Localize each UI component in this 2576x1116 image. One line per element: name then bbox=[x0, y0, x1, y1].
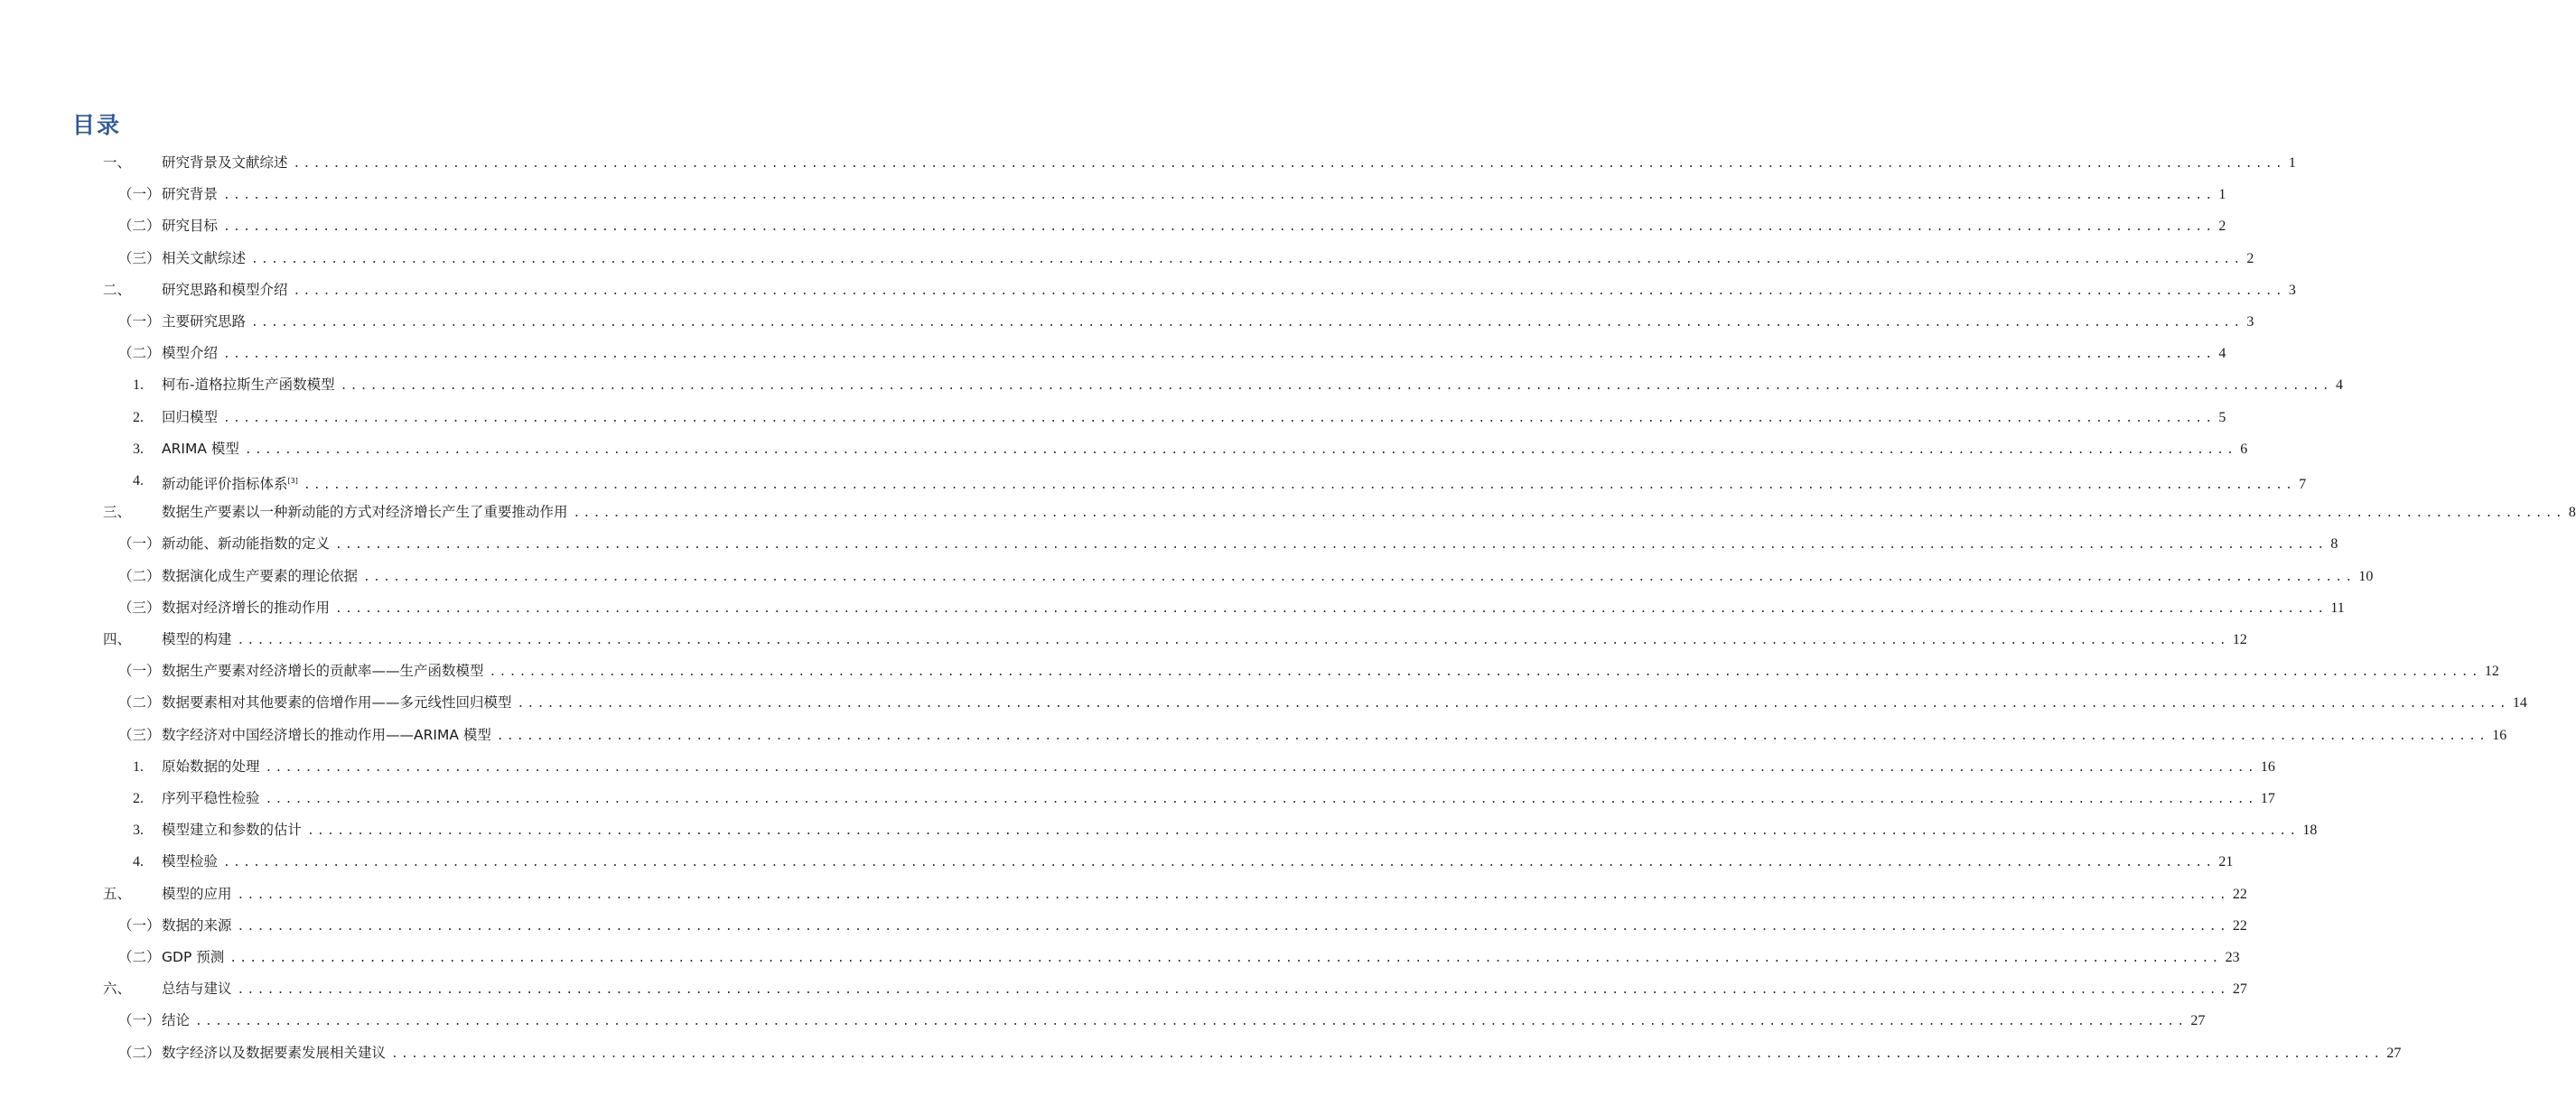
toc-entry-number: （三） bbox=[118, 599, 161, 616]
dot-leader: ........................................................................................................................................................................................................ bbox=[293, 157, 2285, 171]
toc-entry-title-text: 模型的应用 bbox=[162, 885, 232, 902]
toc-entry-number: （一） bbox=[118, 663, 161, 680]
toc-entry-title-text: 主要研究思路 bbox=[162, 313, 247, 330]
toc-entry-title-text: 模型介绍 bbox=[162, 345, 219, 362]
toc-entry-number: 三、 bbox=[103, 504, 132, 521]
toc-entry-title bbox=[162, 592, 330, 624]
toc-entry-title-text: 数据对经济增长的推动作用 bbox=[162, 599, 331, 616]
toc-entry-number: 六、 bbox=[103, 981, 132, 998]
toc-entry-title-text: 总结与建议 bbox=[162, 981, 232, 998]
dot-leader: ........................................................................................................................................................................................................ bbox=[340, 379, 2332, 394]
dot-leader: ........................................................................................................................................................................................................ bbox=[489, 665, 2481, 680]
toc-entry-title bbox=[162, 942, 224, 973]
dot-leader: ........................................................................................................................................................................................................ bbox=[223, 189, 2216, 203]
dot-leader: ........................................................................................................................................................................................................ bbox=[335, 601, 2328, 616]
dot-leader: ........................................................................................................................................................................................................ bbox=[391, 1046, 2384, 1061]
dot-leader: ........................................................................................................................................................................................................ bbox=[307, 824, 2300, 839]
toc-entry-number: 五、 bbox=[103, 885, 132, 902]
toc-entry-title bbox=[162, 179, 218, 210]
toc-entry-page: 27 bbox=[2386, 1045, 2402, 1061]
toc-entry[interactable] bbox=[0, 687, 2527, 719]
toc-entry[interactable] bbox=[0, 814, 2318, 846]
toc-entry-title bbox=[162, 1037, 386, 1069]
toc-entry-number: （二） bbox=[118, 1044, 161, 1061]
toc-entry-title-text: 数据演化成生产要素的理论依据 bbox=[162, 567, 359, 584]
toc-entry[interactable] bbox=[0, 497, 2576, 528]
dot-leader: ........................................................................................................................................................................................................ bbox=[265, 793, 2257, 806]
toc-entry[interactable] bbox=[0, 561, 2374, 592]
toc-entry[interactable] bbox=[0, 210, 2226, 242]
toc-entry-title-text: 研究背景及文献综述 bbox=[162, 154, 288, 171]
toc-entry-title bbox=[162, 624, 232, 656]
toc-entry-title-text: 数字经济对中国经济增长的推动作用——ARIMA 模型 bbox=[162, 726, 491, 743]
toc-entry[interactable] bbox=[0, 656, 2499, 687]
toc-entry[interactable] bbox=[0, 1005, 2206, 1037]
toc-entry-number: 2. bbox=[133, 791, 144, 806]
toc-entry-title-text: 模型检验 bbox=[162, 853, 219, 870]
toc-entry-page: 23 bbox=[2225, 950, 2240, 965]
toc-entry-title-text: 研究思路和模型介绍 bbox=[162, 281, 288, 298]
toc-entry-title-text: GDP 预测 bbox=[162, 949, 225, 965]
toc-entry-page: 14 bbox=[2512, 695, 2527, 711]
toc-entry[interactable] bbox=[0, 879, 2247, 910]
toc-entry-number: 1. bbox=[133, 758, 144, 775]
toc-entry-title bbox=[162, 1005, 190, 1037]
toc-entry-title-text: 柯布-道格拉斯生产函数模型 bbox=[162, 377, 335, 394]
toc-entry-title bbox=[162, 243, 246, 274]
toc-entry-title bbox=[162, 433, 239, 465]
toc-entry-title bbox=[162, 338, 218, 369]
dot-leader: ........................................................................................................................................................................................................ bbox=[195, 1015, 2188, 1029]
toc-entry[interactable] bbox=[0, 910, 2247, 942]
dot-leader: ........................................................................................................................................................................................................ bbox=[265, 760, 2257, 775]
toc-entry-number: （二） bbox=[118, 218, 161, 235]
toc-entry-number: 一、 bbox=[103, 154, 132, 171]
toc-entry-title-text: 模型的构建 bbox=[162, 631, 232, 647]
page-title: 目录 bbox=[72, 112, 122, 138]
toc-entry-number: 1. bbox=[133, 377, 144, 394]
toc-entry-title bbox=[162, 656, 484, 687]
toc-entry-page: 16 bbox=[2492, 727, 2507, 743]
dot-leader: ........................................................................................................................................................................................................ bbox=[223, 348, 2216, 362]
toc-entry-number: （二） bbox=[118, 949, 161, 965]
toc-entry-title bbox=[162, 973, 232, 1005]
toc-entry-title bbox=[162, 687, 512, 719]
toc-entry[interactable] bbox=[0, 624, 2247, 656]
toc-entry-title-text: 数据生产要素对经济增长的贡献率——生产函数模型 bbox=[162, 663, 484, 680]
toc-entry-title bbox=[162, 402, 218, 433]
toc-entry-page: 1 bbox=[2218, 187, 2226, 203]
dot-leader: ........................................................................................................................................................................................................ bbox=[573, 507, 2565, 521]
toc-entry-title-text: 结论 bbox=[162, 1012, 191, 1029]
toc-entry[interactable] bbox=[0, 720, 2507, 751]
toc-entry[interactable] bbox=[0, 1037, 2402, 1069]
toc-entry-title bbox=[162, 274, 288, 306]
toc-entry-title-text: 研究背景 bbox=[162, 186, 219, 203]
dot-leader: ........................................................................................................................................................................................................ bbox=[496, 729, 2489, 743]
toc-entry-title bbox=[162, 210, 218, 242]
toc-entry-title bbox=[162, 751, 260, 783]
toc-entry[interactable] bbox=[0, 942, 2240, 973]
toc-entry[interactable] bbox=[0, 338, 2226, 369]
toc-entry-page: 4 bbox=[2335, 377, 2343, 394]
toc-entry-page: 8 bbox=[2568, 505, 2576, 521]
toc-entry-number: 4. bbox=[133, 473, 144, 488]
toc-entry-title bbox=[162, 465, 298, 500]
toc-entry-page: 1 bbox=[2288, 155, 2296, 171]
toc-entry[interactable] bbox=[0, 846, 2234, 878]
toc-entry[interactable] bbox=[0, 433, 2248, 465]
toc-entry-title bbox=[162, 497, 568, 528]
dot-leader: ........................................................................................................................................................................................................ bbox=[237, 983, 2229, 998]
toc-entry[interactable] bbox=[0, 402, 2226, 433]
toc-entry-number: （一） bbox=[118, 916, 161, 934]
toc-entry-number: （二） bbox=[118, 345, 161, 362]
toc-entry-title bbox=[162, 814, 302, 846]
toc-entry-page: 18 bbox=[2302, 823, 2318, 839]
toc-entry[interactable] bbox=[0, 783, 2275, 814]
toc-entry-title-text: 数据生产要素以一种新动能的方式对经济增长产生了重要推动作用 bbox=[162, 504, 568, 521]
toc-entry-page: 17 bbox=[2260, 791, 2275, 806]
toc-entry-page: 3 bbox=[2246, 314, 2254, 330]
dot-leader: ........................................................................................................................................................................................................ bbox=[229, 952, 2222, 965]
toc-entry-number: （一） bbox=[118, 1012, 161, 1029]
toc-entry-title bbox=[162, 846, 218, 878]
toc-entry-title bbox=[162, 528, 330, 560]
dot-leader: ........................................................................................................................................................................................................ bbox=[335, 538, 2328, 553]
toc-entry[interactable] bbox=[0, 528, 2338, 560]
toc-entry-title-text: ARIMA 模型 bbox=[162, 440, 239, 457]
toc-entry-page: 12 bbox=[2232, 632, 2247, 647]
toc-entry[interactable] bbox=[0, 465, 2307, 497]
toc-entry-title bbox=[162, 720, 491, 751]
toc-entry[interactable] bbox=[0, 592, 2345, 624]
toc-entry-page: 12 bbox=[2484, 664, 2499, 680]
toc-entry[interactable] bbox=[0, 751, 2275, 783]
toc-entry-page: 27 bbox=[2232, 981, 2247, 998]
toc-entry-title bbox=[162, 306, 246, 338]
toc-entry-title bbox=[162, 879, 232, 910]
toc-entry-number: （一） bbox=[118, 186, 161, 203]
toc-entry[interactable] bbox=[0, 179, 2226, 210]
toc-entry[interactable] bbox=[0, 147, 2296, 179]
toc-entry-title-text: 新动能评价指标体系 bbox=[162, 476, 288, 492]
dot-leader: ........................................................................................................................................................................................................ bbox=[223, 856, 2216, 870]
toc-entry-page: 2 bbox=[2246, 250, 2254, 266]
toc-entry-number: （三） bbox=[118, 249, 161, 266]
dot-leader: ........................................................................................................................................................................................................ bbox=[223, 220, 2216, 235]
toc-entry-number: 二、 bbox=[103, 281, 132, 298]
toc-entry-page: 8 bbox=[2330, 536, 2338, 553]
toc-entry-page: 21 bbox=[2218, 854, 2234, 870]
dot-leader: ........................................................................................................................................................................................................ bbox=[237, 919, 2229, 934]
toc-entry-number: （二） bbox=[118, 694, 161, 711]
toc-entry-title-text: 数字经济以及数据要素发展相关建议 bbox=[162, 1044, 387, 1061]
toc-entry-title-text: 新动能、新动能指数的定义 bbox=[162, 535, 331, 553]
toc-entry-page: 2 bbox=[2218, 219, 2226, 235]
dot-leader: ........................................................................................................................................................................................................ bbox=[223, 411, 2216, 425]
dot-leader: ........................................................................................................................................................................................................ bbox=[244, 442, 2237, 457]
toc-entry-title-text: 回归模型 bbox=[162, 408, 219, 425]
toc-entry[interactable] bbox=[0, 243, 2254, 274]
toc-entry-number: 四、 bbox=[103, 631, 132, 647]
dot-leader: ........................................................................................................................................................................................................ bbox=[303, 479, 2296, 492]
toc-entry-number: （三） bbox=[118, 726, 161, 743]
toc-entry-title-text: 研究目标 bbox=[162, 218, 219, 235]
toc-entry-page: 4 bbox=[2218, 346, 2226, 362]
toc-entry-number: （一） bbox=[118, 535, 161, 553]
toc-entry[interactable] bbox=[0, 369, 2343, 401]
toc-entry-title-text: 序列平稳性检验 bbox=[162, 790, 260, 806]
toc-entry[interactable] bbox=[0, 973, 2247, 1005]
toc-entry[interactable] bbox=[0, 306, 2254, 338]
toc-entry-title-text: 模型建立和参数的估计 bbox=[162, 822, 303, 839]
toc-entry-page: 7 bbox=[2299, 477, 2307, 492]
dot-leader: ........................................................................................................................................................................................................ bbox=[251, 252, 2244, 266]
toc-entry-number: 3. bbox=[133, 441, 144, 457]
toc-entry-title-text: 原始数据的处理 bbox=[162, 758, 260, 775]
toc-entry-page: 22 bbox=[2232, 886, 2247, 902]
toc-entry-title bbox=[162, 147, 288, 179]
toc-entry-title bbox=[162, 783, 260, 814]
dot-leader: ........................................................................................................................................................................................................ bbox=[363, 570, 2356, 584]
toc-entry-title-text: 相关文献综述 bbox=[162, 249, 247, 266]
dot-leader: ........................................................................................................................................................................................................ bbox=[237, 888, 2229, 902]
dot-leader: ........................................................................................................................................................................................................ bbox=[517, 697, 2509, 711]
dot-leader: ........................................................................................................................................................................................................ bbox=[237, 634, 2229, 647]
toc-entry-number: 4. bbox=[133, 854, 144, 870]
toc-entry-title-text: 数据的来源 bbox=[162, 916, 232, 934]
toc-entry-number: （二） bbox=[118, 567, 161, 584]
toc-entry-page: 16 bbox=[2260, 758, 2275, 775]
toc-entry-title bbox=[162, 369, 335, 401]
toc-entry[interactable] bbox=[0, 274, 2296, 306]
toc-entry-page: 22 bbox=[2232, 917, 2247, 934]
dot-leader: ........................................................................................................................................................................................................ bbox=[293, 284, 2285, 298]
toc-entry-title bbox=[162, 910, 232, 942]
toc-entry-page: 27 bbox=[2190, 1013, 2206, 1029]
toc-entry-title bbox=[162, 561, 358, 592]
toc-entry-page: 3 bbox=[2288, 282, 2296, 298]
toc-entry-page: 6 bbox=[2240, 441, 2248, 457]
toc-entry-number: 2. bbox=[133, 409, 144, 425]
toc-entry-page: 10 bbox=[2358, 568, 2374, 584]
toc-entry-number: （一） bbox=[118, 313, 161, 330]
citation-ref: [3] bbox=[287, 477, 298, 485]
toc-entry-page: 11 bbox=[2330, 600, 2345, 616]
dot-leader: ........................................................................................................................................................................................................ bbox=[251, 316, 2244, 330]
toc-entry-page: 5 bbox=[2218, 409, 2226, 425]
toc-entry-number: 3. bbox=[133, 823, 144, 839]
toc-entry-title-text: 数据要素相对其他要素的倍增作用——多元线性回归模型 bbox=[162, 694, 512, 711]
